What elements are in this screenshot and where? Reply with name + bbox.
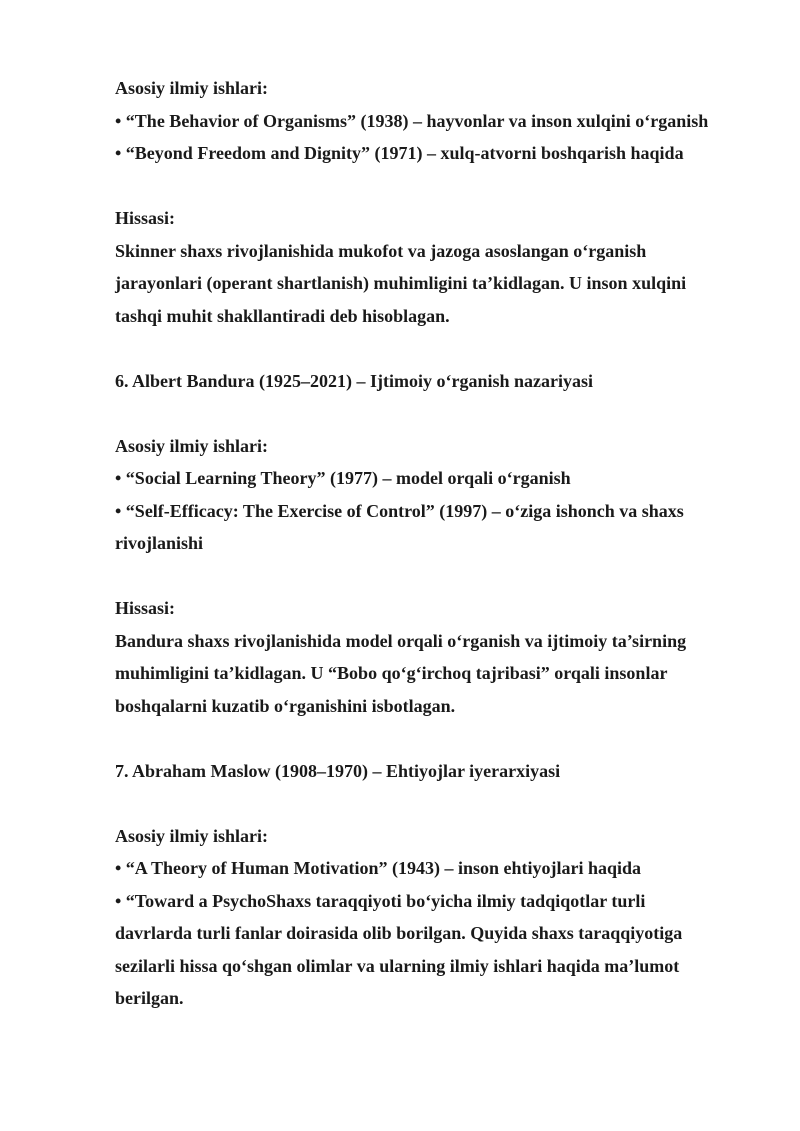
skinner-contribution-text: tashqi muhit shakllantiradi deb hisoblagan. [115,305,450,326]
bandura-contribution-heading: Hissasi: [115,598,176,618]
paragraph-gap [115,722,745,755]
bandura-contribution-text: boshqalarni kuzatib o‘rganishini isbotlagan. [115,695,456,716]
bandura-works-heading: Asosiy ilmiy ishlari: [115,435,269,456]
skinner-work-item: • “The Behavior of Organisms” (1938) – hayvonlar va inson xulqini o‘rganish [115,110,709,131]
bandura-work-item: • “Self-Efficacy: The Exercise of Control” (1997) – o‘ziga ishonch va shaxs [115,500,684,521]
maslow-work-item-continued: sezilarli hissa qo‘shgan olimlar va ularning ilmiy ishlari haqida ma’lumot [115,955,680,976]
skinner-contribution-text: Skinner shaxs rivojlanishida mukofot va jazoga asoslangan o‘rganish [115,240,647,261]
maslow-section-title: 7. Abraham Maslow (1908–1970) – Ehtiyojlar iyerarxiyasi [115,760,561,781]
maslow-work-item-continued: berilgan. [115,988,184,1008]
paragraph-gap [115,332,745,365]
paragraph-gap [115,560,745,593]
skinner-contribution-text: jarayonlari (operant shartlanish) muhimligini ta’kidlagan. U inson xulqini [115,273,687,293]
maslow-work-item: • “Toward a PsychoShaxs taraqqiyoti bo‘yicha ilmiy tadqiqotlar turli [115,890,646,911]
maslow-work-item: • “A Theory of Human Motivation” (1943) – inson ehtiyojlari haqida [115,858,642,878]
document-body [115,72,745,1015]
paragraph-gap [115,397,745,430]
bandura-section-title: 6. Albert Bandura (1925–2021) – Ijtimoiy o‘rganish nazariyasi [115,370,594,391]
skinner-works-heading: Asosiy ilmiy ishlari: [115,78,269,98]
skinner-contribution-heading: Hissasi: [115,208,176,228]
bandura-work-item-continued: rivojlanishi [115,533,204,553]
skinner-work-item: • “Beyond Freedom and Dignity” (1971) – xulq-atvorni boshqarish haqida [115,143,684,163]
paragraph-gap [115,787,745,820]
bandura-work-item: • “Social Learning Theory” (1977) – model orqali o‘rganish [115,468,571,488]
maslow-work-item-continued: davrlarda turli fanlar doirasida olib borilgan. Quyida shaxs taraqqiyotiga [115,923,683,943]
bandura-contribution-text: Bandura shaxs rivojlanishida model orqali o‘rganish va ijtimoiy ta’sirning [115,630,687,651]
bandura-contribution-text: muhimligini ta’kidlagan. U “Bobo qo‘g‘irchoq tajribasi” orqali insonlar [115,663,668,683]
maslow-works-heading: Asosiy ilmiy ishlari: [115,825,269,846]
paragraph-gap [115,170,745,203]
